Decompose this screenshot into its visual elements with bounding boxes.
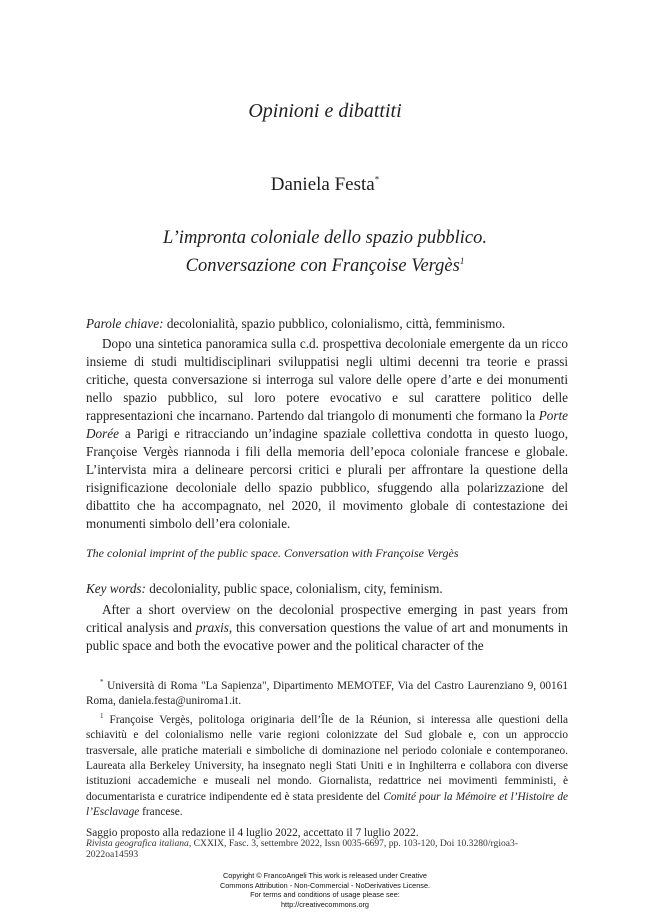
copyright-link[interactable]: http://creativecommons.org [280,899,369,909]
footnote-2-mark: 1 [100,712,104,721]
author-footnote-mark[interactable]: * [374,174,380,185]
copyright-line-2: Commons Attribution - Non-Commercial - NoDerivatives License. [219,880,431,890]
english-title: The colonial imprint of the public space. Conversation with Françoise Vergès [86,546,459,560]
footnote-interviewee-bio [86,709,568,820]
footnote-2-text-part-1: Françoise Vergès, politologa originaria dell’Île de la Réunion, si interessa alle questioni della schiavitù e del colonialismo nelle varie regioni colonizzate del Sud globale e, con un approccio trasversale, alle pratiche materiali e simboliche di dominazione nel periodo coloniale e contemporaneo. Laureata alla Berkeley University, ha insegnato negli Stati Uniti e in Inghilterra e collabora con diverse istituzioni accademiche e museali nel mondo. Giornalista, redattrice nei movimenti femministi, è documentarista e curatrice indipendente ed è stata presidente del [86,714,568,803]
abstract-english-part-2: , this conversation questions the value of art and monuments in public space and both the evocative power and the political character of the [86,620,568,653]
keywords-english [86,580,568,598]
abstract-italian-part-1: Dopo una sintetica panoramica sulla c.d. prospettiva decoloniale emergente da un ricco insieme di studi multidisciplinari sviluppatisi negli ultimi decenni tra teorie e prassi critiche, questa conversazione si interroga sul valore delle opere d’arte e dei monumenti nello spazio pubblico, sul loro potere evocativo e sul carattere politico delle rappresentazioni che incarnano. Partendo dal triangolo di monumenti che formano la [86,336,568,423]
keywords-italian-text: decolonialità, spazio pubblico, colonialismo, città, femminismo. [163,316,506,331]
keywords-english-text: decoloniality, public space, colonialism, city, feminism. [145,581,443,596]
keywords-italian-label: Parole chiave: [86,316,164,331]
keywords-english-label: Key words: [86,581,146,596]
footnote-2-text-part-2: francese. [139,805,183,818]
author-name-text: Daniela Festa [270,174,375,195]
copyright-line-1: Copyright © FrancoAngeli This work is released under Creative [223,871,427,880]
journal-name: Rivista geografica italiana [86,838,189,849]
copyright-notice [0,871,650,909]
abstract-italian [86,335,568,533]
journal-citation [86,838,568,860]
section-title: Opinioni e dibattiti [248,100,402,122]
article-title-line-2-text: Conversazione con Françoise Vergès [185,256,460,277]
abstract-italian-part-2: a Parigi e ritracciando un’indagine spaziale collettiva condotta in questo luogo, Françoise Vergès riannoda i fili della memoria dell’epoca coloniale francese e globale. L’intervista mira a delineare percorsi critici e plurali per affrontare la questione della risignificazione decoloniale dello spazio pubblico, sfuggendo alla polarizzazione del dibattito che ha accompagnato, nel 2020, il movimento globale di contestazione dei monumenti simbolo dell’era coloniale. [86,426,568,531]
abstract-english-emphasis: praxis [195,620,229,635]
footnote-2-emphasis: Comité pour la Mémoire et l’Histoire de l’Esclavage [86,790,568,818]
footnote-author-affiliation [86,675,568,709]
abstract-italian-emphasis: Porte Dorée [86,408,568,441]
author-name [0,174,650,196]
copyright-line-3: For terms and conditions of usage please see: [250,890,400,899]
title-footnote-mark[interactable]: 1 [459,256,465,266]
citation-details: , CXXIX, Fasc. 3, settembre 2022, Issn 0035-6697, pp. 103-120, Doi 10.3280/rgioa3-2022oa14593 [86,838,519,860]
footnote-1-text: Università di Roma "La Sapienza", Dipartimento MEMOTEF, Via del Castro Laurenziano 9, 00161 Roma, daniela.festa@uniroma1.it. [86,679,568,708]
submission-dates: Saggio proposto alla redazione il 4 luglio 2022, accettato il 7 luglio 2022. [86,827,419,840]
keywords-italian [86,315,568,333]
article-title-line-2 [0,250,650,278]
article-title [0,227,650,278]
footnote-1-mark: * [100,678,104,686]
abstract-english [86,601,568,655]
footnotes [86,675,568,842]
abstract-english-part-1: After a short overview on the decolonial prospective emerging in past years from critical analysis and [86,602,568,635]
article-title-line-1: L’impronta coloniale dello spazio pubblico. [163,228,487,248]
